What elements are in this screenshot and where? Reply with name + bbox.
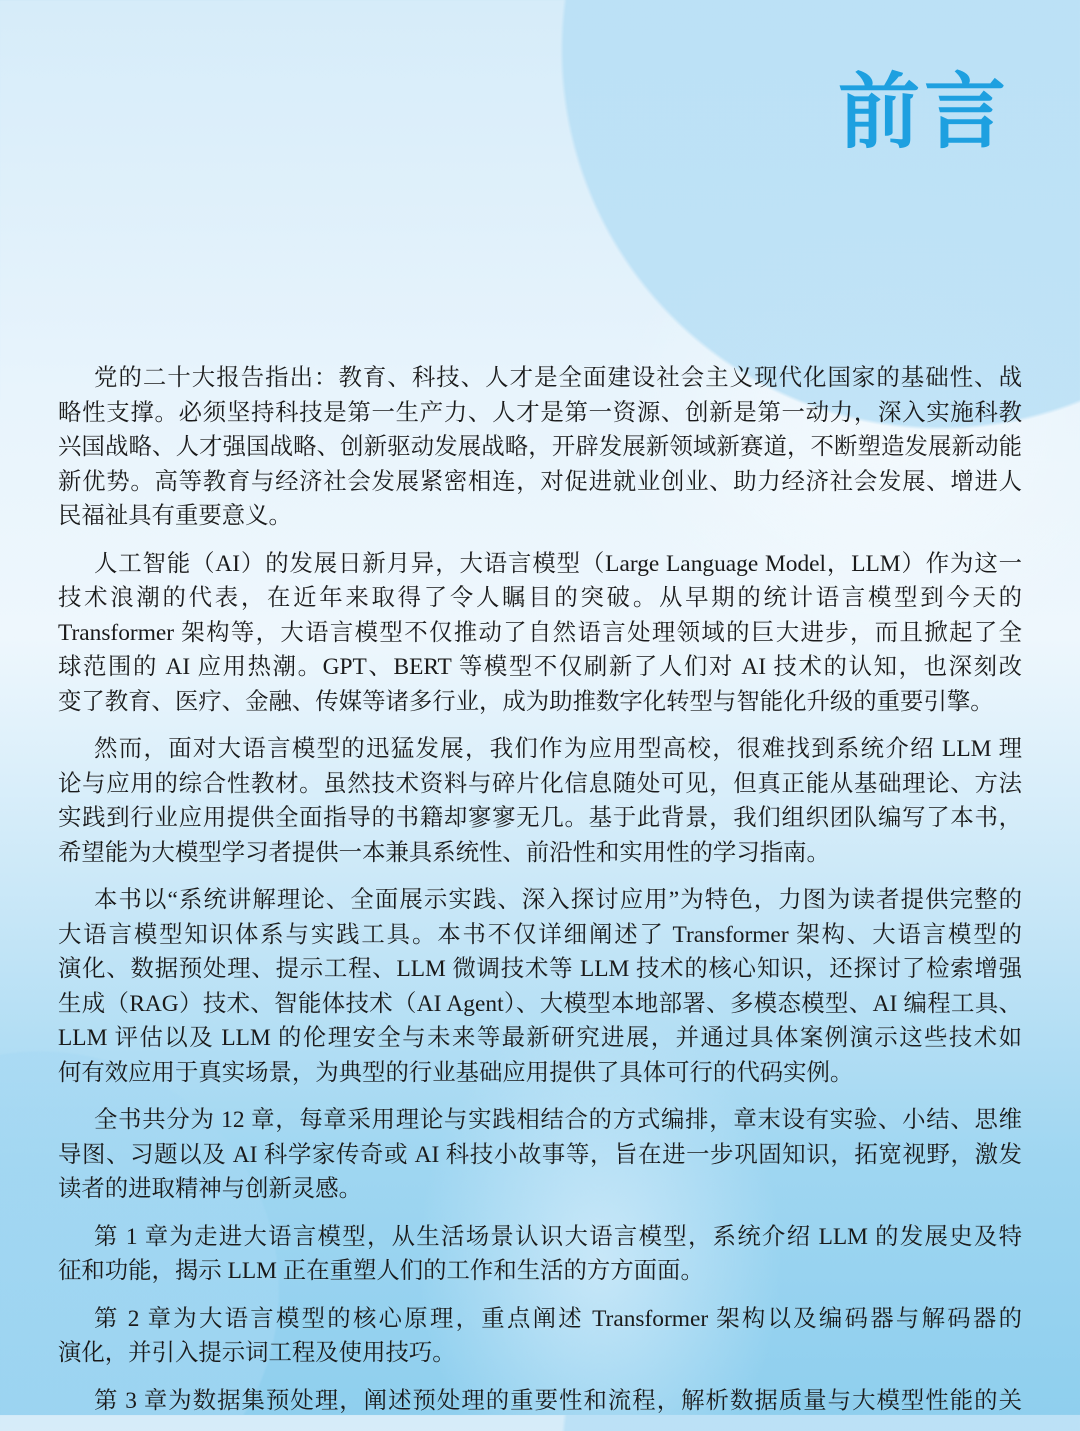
paragraph: [58, 1384, 1022, 1419]
page-title: 前言: [838, 65, 1011, 160]
text-line: 演化，并引入提示词工程及使用技巧。: [58, 1340, 456, 1366]
paragraph: [58, 732, 1022, 870]
text-line: 第 3 章为数据集预处理，阐述预处理的重要性和流程，解析数据质量与大模型性能的关: [94, 1387, 1022, 1414]
text-line: 兴国战略、人才强国战略、创新驱动发展战略，开辟发展新领域新赛道，不断塑造发展新动能: [58, 434, 1022, 460]
text-line: 然而，面对大语言模型的迅猛发展，我们作为应用型高校，很难找到系统介绍 LLM 理: [94, 736, 1022, 762]
text-line: 第 2 章为大语言模型的核心原理，重点阐述 Transformer 架构以及编码器与解码器的: [94, 1305, 1022, 1332]
paragraph: [58, 1220, 1022, 1289]
text-line: 实践到行业应用提供全面指导的书籍却寥寥无几。基于此背景，我们组织团队编写了本书，: [58, 805, 1022, 831]
text-line: 论与应用的综合性教材。虽然技术资料与碎片化信息随处可见，但真正能从基础理论、方法: [58, 770, 1022, 797]
paragraph: [58, 361, 1022, 534]
text-line: 略性支撑。必须坚持科技是第一生产力、人才是第一资源、创新是第一动力，深入实施科教: [58, 399, 1022, 426]
text-line: 本书以“系统讲解理论、全面展示实践、深入探讨应用”为特色，力图为读者提供完整的: [94, 887, 1022, 913]
paragraph: [58, 883, 1022, 1090]
text-line: 球范围的 AI 应用热潮。GPT、BERT 等模型不仅刷新了人们对 AI 技术的认知，也深刻改: [58, 654, 1022, 680]
paragraph: [58, 547, 1022, 720]
text-line: 人工智能（AI）的发展日新月异，大语言模型（Large Language Model，LLM）作为这一: [94, 550, 1022, 577]
text-line: LLM 评估以及 LLM 的伦理安全与未来等最新研究进展，并通过具体案例演示这些技术如: [58, 1025, 1022, 1051]
paragraph: [58, 1302, 1022, 1371]
text-line: 变了教育、医疗、金融、传媒等诸多行业，成为助推数字化转型与智能化升级的重要引擎。: [58, 688, 994, 715]
text-line: 技术浪潮的代表，在近年来取得了令人瞩目的突破。从早期的统计语言模型到今天的: [58, 585, 1022, 611]
text-line: 何有效应用于真实场景，为典型的行业基础应用提供了具体可行的代码实例。: [58, 1059, 854, 1086]
text-line: 第 1 章为走进大语言模型，从生活场景认识大语言模型，系统介绍 LLM 的发展史及特: [94, 1223, 1022, 1250]
text-line: 导图、习题以及 AI 科学家传奇或 AI 科技小故事等，旨在进一步巩固知识，拓宽视野，激发: [58, 1141, 1022, 1168]
text-line: 新优势。高等教育与经济社会发展紧密相连，对促进就业创业、助力经济社会发展、增进人: [58, 468, 1022, 495]
text-line: 全书共分为 12 章，每章采用理论与实践相结合的方式编排，章末设有实验、小结、思维: [94, 1107, 1022, 1133]
text-line: 党的二十大报告指出：教育、科技、人才是全面建设社会主义现代化国家的基础性、战: [94, 365, 1022, 391]
text-line: 生成（RAG）技术、智能体技术（AI Agent）、大模型本地部署、多模态模型、AI 编程工具、: [58, 990, 1022, 1017]
paragraph: [58, 1103, 1022, 1207]
text-line: 希望能为大模型学习者提供一本兼具系统性、前沿性和实用性的学习指南。: [58, 839, 830, 866]
text-line: 读者的进取精神与创新灵感。: [58, 1176, 363, 1202]
preface-body: [58, 361, 1022, 1431]
text-line: 民福祉具有重要意义。: [58, 503, 292, 529]
text-line: Transformer 架构等，大语言模型不仅推动了自然语言处理领域的巨大进步，而且掀起了全: [58, 619, 1022, 646]
text-line: 征和功能，揭示 LLM 正在重塑人们的工作和生活的方方面面。: [58, 1258, 704, 1284]
text-line: 大语言模型知识体系与实践工具。本书不仅详细阐述了 Transformer 架构、大语言模型的: [58, 921, 1022, 948]
text-line: 演化、数据预处理、提示工程、LLM 微调技术等 LLM 技术的核心知识，还探讨了检索增强: [58, 956, 1022, 982]
